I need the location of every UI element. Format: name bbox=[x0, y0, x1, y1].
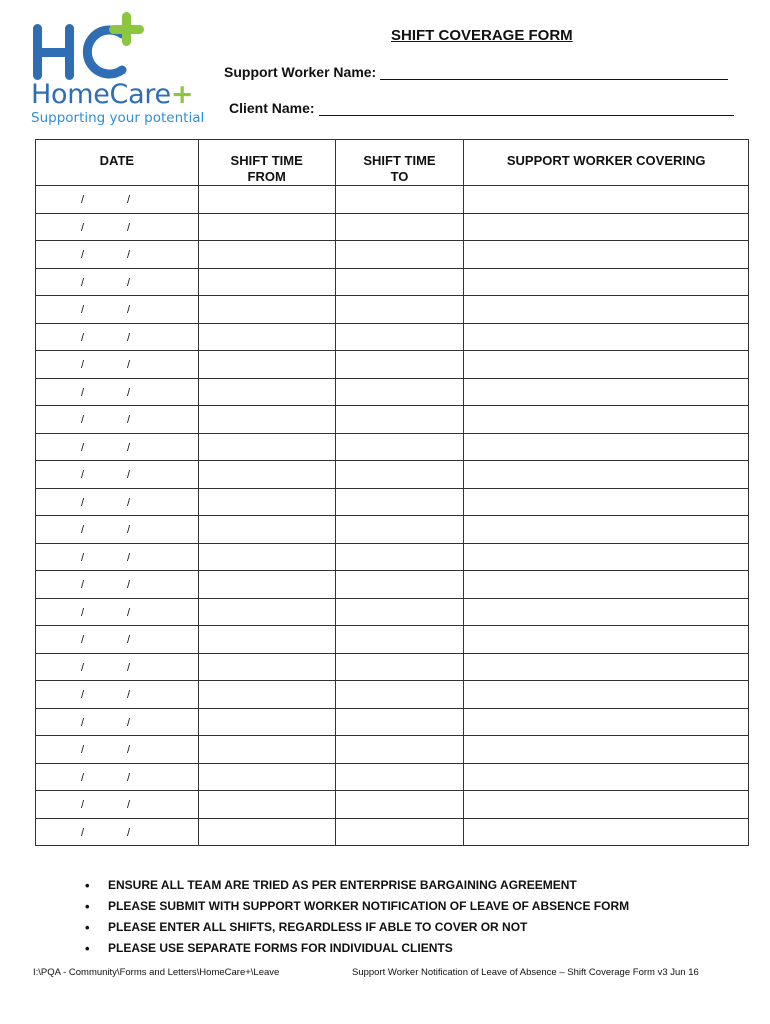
support-worker-covering-cell[interactable] bbox=[464, 708, 749, 736]
support-worker-name-field bbox=[224, 64, 728, 80]
date-cell[interactable] bbox=[36, 488, 199, 516]
date-cell[interactable] bbox=[36, 213, 199, 241]
support-worker-covering-cell[interactable] bbox=[464, 433, 749, 461]
logo-wordmark: HomeCare+ bbox=[31, 79, 194, 110]
table-row bbox=[36, 681, 749, 709]
date-cell[interactable] bbox=[36, 736, 199, 764]
client-name-field bbox=[229, 100, 734, 116]
hc-plus-logo-mark bbox=[30, 10, 215, 90]
table-row bbox=[36, 818, 749, 846]
support-worker-covering-cell[interactable] bbox=[464, 571, 749, 599]
support-worker-covering-cell[interactable] bbox=[464, 818, 749, 846]
shift-time-to-cell[interactable] bbox=[335, 406, 464, 434]
shift-time-from-cell[interactable] bbox=[198, 543, 335, 571]
shift-time-from-cell[interactable] bbox=[198, 653, 335, 681]
shift-time-from-cell[interactable] bbox=[198, 598, 335, 626]
instructions-list bbox=[85, 877, 629, 961]
support-worker-covering-cell[interactable] bbox=[464, 791, 749, 819]
support-worker-covering-cell[interactable] bbox=[464, 186, 749, 214]
date-separator: / bbox=[127, 331, 131, 344]
shift-time-from-cell[interactable] bbox=[198, 571, 335, 599]
table-row bbox=[36, 571, 749, 599]
date-cell[interactable] bbox=[36, 433, 199, 461]
table-row bbox=[36, 241, 749, 269]
shift-time-to-cell[interactable] bbox=[335, 818, 464, 846]
date-separator: / bbox=[81, 276, 85, 289]
date-separator: / bbox=[127, 304, 131, 316]
date-cell[interactable] bbox=[36, 516, 199, 544]
shift-time-from-cell[interactable] bbox=[198, 818, 335, 846]
table-row bbox=[36, 763, 749, 791]
shift-time-from-cell[interactable] bbox=[198, 763, 335, 791]
date-cell[interactable] bbox=[36, 571, 199, 599]
date-separator: / bbox=[81, 496, 85, 509]
date-separator: / bbox=[81, 194, 85, 206]
table-row bbox=[36, 626, 749, 654]
support-worker-covering-cell[interactable] bbox=[464, 681, 749, 709]
date-separator: / bbox=[127, 221, 131, 234]
date-separator: / bbox=[81, 331, 85, 344]
shift-time-to-cell[interactable] bbox=[335, 488, 464, 516]
support-worker-covering-cell[interactable] bbox=[464, 488, 749, 516]
header-shift-time-to: SHIFT TIME TO bbox=[335, 140, 464, 186]
table-row bbox=[36, 378, 749, 406]
date-separator: / bbox=[127, 799, 131, 811]
date-cell[interactable] bbox=[36, 186, 199, 214]
support-worker-covering-cell[interactable] bbox=[464, 653, 749, 681]
shift-time-from-cell[interactable] bbox=[198, 626, 335, 654]
table-row bbox=[36, 323, 749, 351]
table-row bbox=[36, 351, 749, 379]
list-item: • PLEASE ENTER ALL SHIFTS, REGARDLESS IF ABLE TO COVER OR NOT bbox=[85, 919, 629, 940]
date-separator: / bbox=[81, 386, 85, 399]
shift-time-to-cell[interactable] bbox=[335, 681, 464, 709]
date-cell[interactable] bbox=[36, 653, 199, 681]
date-separator: / bbox=[81, 826, 85, 839]
shift-time-from-cell[interactable] bbox=[198, 708, 335, 736]
date-separator: / bbox=[127, 716, 131, 729]
shift-time-to-cell[interactable] bbox=[335, 213, 464, 241]
support-worker-covering-cell[interactable] bbox=[464, 763, 749, 791]
date-separator: / bbox=[81, 469, 85, 481]
shift-time-from-cell[interactable] bbox=[198, 791, 335, 819]
shift-time-from-cell[interactable] bbox=[198, 461, 335, 489]
date-separator: / bbox=[127, 606, 131, 619]
form-title: SHIFT COVERAGE FORM bbox=[391, 27, 573, 44]
date-separator: / bbox=[127, 386, 131, 399]
date-cell[interactable] bbox=[36, 268, 199, 296]
date-cell[interactable] bbox=[36, 461, 199, 489]
header-support-worker-covering: SUPPORT WORKER COVERING bbox=[464, 140, 749, 186]
date-separator: / bbox=[81, 661, 85, 674]
shift-time-to-cell[interactable] bbox=[335, 186, 464, 214]
support-worker-covering-cell[interactable] bbox=[464, 241, 749, 269]
date-separator: / bbox=[127, 744, 131, 756]
table-row bbox=[36, 543, 749, 571]
date-separator: / bbox=[127, 689, 131, 701]
date-separator: / bbox=[81, 221, 85, 234]
shift-time-to-cell[interactable] bbox=[335, 543, 464, 571]
shift-time-to-cell[interactable] bbox=[335, 516, 464, 544]
shift-time-to-cell[interactable] bbox=[335, 378, 464, 406]
support-worker-covering-cell[interactable] bbox=[464, 461, 749, 489]
support-worker-covering-cell[interactable] bbox=[464, 213, 749, 241]
table-row bbox=[36, 598, 749, 626]
table-row bbox=[36, 708, 749, 736]
support-worker-covering-cell[interactable] bbox=[464, 516, 749, 544]
table-row bbox=[36, 268, 749, 296]
date-cell[interactable] bbox=[36, 598, 199, 626]
date-cell[interactable] bbox=[36, 351, 199, 379]
date-separator: / bbox=[127, 496, 131, 509]
date-cell[interactable] bbox=[36, 296, 199, 324]
date-separator: / bbox=[81, 579, 85, 591]
table-row bbox=[36, 653, 749, 681]
date-separator: / bbox=[127, 661, 131, 674]
shift-time-from-cell[interactable] bbox=[198, 488, 335, 516]
date-separator: / bbox=[127, 441, 131, 454]
shift-time-from-cell[interactable] bbox=[198, 736, 335, 764]
support-worker-name-label: Support Worker Name: bbox=[224, 64, 377, 80]
date-separator: / bbox=[127, 826, 131, 839]
shift-time-from-cell[interactable] bbox=[198, 351, 335, 379]
date-cell[interactable] bbox=[36, 406, 199, 434]
table-row bbox=[36, 296, 749, 324]
support-worker-covering-cell[interactable] bbox=[464, 626, 749, 654]
date-separator: / bbox=[81, 249, 85, 261]
shift-time-to-cell[interactable] bbox=[335, 791, 464, 819]
date-separator: / bbox=[81, 524, 85, 536]
date-separator: / bbox=[81, 441, 85, 454]
shift-time-to-cell[interactable] bbox=[335, 461, 464, 489]
date-separator: / bbox=[127, 276, 131, 289]
footer-file-path: I:\PQA - Community\Forms and Letters\HomeCare+\Leave bbox=[33, 967, 280, 978]
table-row bbox=[36, 461, 749, 489]
support-worker-covering-cell[interactable] bbox=[464, 378, 749, 406]
support-worker-covering-cell[interactable] bbox=[464, 406, 749, 434]
shift-time-to-cell[interactable] bbox=[335, 323, 464, 351]
table-row bbox=[36, 736, 749, 764]
support-worker-covering-cell[interactable] bbox=[464, 351, 749, 379]
shift-coverage-table bbox=[35, 139, 749, 846]
table-row bbox=[36, 433, 749, 461]
table-row bbox=[36, 791, 749, 819]
date-cell[interactable] bbox=[36, 323, 199, 351]
date-separator: / bbox=[81, 634, 85, 646]
table-row bbox=[36, 516, 749, 544]
list-item: • PLEASE SUBMIT WITH SUPPORT WORKER NOTIFICATION OF LEAVE OF ABSENCE FORM bbox=[85, 898, 629, 919]
shift-time-to-cell[interactable] bbox=[335, 626, 464, 654]
shift-time-to-cell[interactable] bbox=[335, 433, 464, 461]
date-separator: / bbox=[127, 359, 131, 371]
list-item: • PLEASE USE SEPARATE FORMS FOR INDIVIDUAL CLIENTS bbox=[85, 940, 629, 961]
shift-time-from-cell[interactable] bbox=[198, 186, 335, 214]
shift-time-to-cell[interactable] bbox=[335, 736, 464, 764]
shift-time-to-cell[interactable] bbox=[335, 296, 464, 324]
support-worker-covering-cell[interactable] bbox=[464, 268, 749, 296]
date-cell[interactable] bbox=[36, 378, 199, 406]
shift-time-to-cell[interactable] bbox=[335, 708, 464, 736]
shift-time-to-cell[interactable] bbox=[335, 653, 464, 681]
shift-time-from-cell[interactable] bbox=[198, 681, 335, 709]
shift-time-to-cell[interactable] bbox=[335, 571, 464, 599]
date-cell[interactable] bbox=[36, 681, 199, 709]
date-cell[interactable] bbox=[36, 818, 199, 846]
date-separator: / bbox=[81, 744, 85, 756]
shift-time-from-cell[interactable] bbox=[198, 213, 335, 241]
date-separator: / bbox=[127, 551, 131, 564]
date-separator: / bbox=[127, 634, 131, 646]
date-separator: / bbox=[127, 771, 131, 784]
client-name-input[interactable] bbox=[319, 101, 734, 116]
date-cell[interactable] bbox=[36, 543, 199, 571]
table-row bbox=[36, 213, 749, 241]
table-row bbox=[36, 488, 749, 516]
date-cell[interactable] bbox=[36, 708, 199, 736]
support-worker-covering-cell[interactable] bbox=[464, 296, 749, 324]
shift-time-from-cell[interactable] bbox=[198, 241, 335, 269]
date-separator: / bbox=[81, 551, 85, 564]
date-separator: / bbox=[81, 414, 85, 426]
header-shift-time-from: SHIFT TIME FROM bbox=[198, 140, 335, 186]
shift-time-from-cell[interactable] bbox=[198, 296, 335, 324]
date-separator: / bbox=[127, 194, 131, 206]
list-item: • ENSURE ALL TEAM ARE TRIED AS PER ENTERPRISE BARGAINING AGREEMENT bbox=[85, 877, 629, 898]
date-cell[interactable] bbox=[36, 763, 199, 791]
shift-time-to-cell[interactable] bbox=[335, 241, 464, 269]
date-separator: / bbox=[81, 359, 85, 371]
date-separator: / bbox=[81, 771, 85, 784]
shift-time-from-cell[interactable] bbox=[198, 516, 335, 544]
header-date: DATE bbox=[36, 140, 199, 186]
shift-time-from-cell[interactable] bbox=[198, 323, 335, 351]
shift-time-to-cell[interactable] bbox=[335, 598, 464, 626]
table-row bbox=[36, 406, 749, 434]
date-separator: / bbox=[81, 689, 85, 701]
logo-tagline: Supporting your potential bbox=[31, 110, 205, 126]
shift-time-to-cell[interactable] bbox=[335, 763, 464, 791]
shift-time-from-cell[interactable] bbox=[198, 406, 335, 434]
support-worker-covering-cell[interactable] bbox=[464, 543, 749, 571]
date-separator: / bbox=[127, 524, 131, 536]
date-separator: / bbox=[127, 469, 131, 481]
date-cell[interactable] bbox=[36, 626, 199, 654]
support-worker-covering-cell[interactable] bbox=[464, 736, 749, 764]
date-separator: / bbox=[81, 304, 85, 316]
shift-time-to-cell[interactable] bbox=[335, 351, 464, 379]
date-cell[interactable] bbox=[36, 241, 199, 269]
support-worker-name-input[interactable] bbox=[380, 65, 728, 80]
shift-time-from-cell[interactable] bbox=[198, 268, 335, 296]
date-separator: / bbox=[127, 579, 131, 591]
table-row bbox=[36, 186, 749, 214]
date-separator: / bbox=[81, 606, 85, 619]
support-worker-covering-cell[interactable] bbox=[464, 598, 749, 626]
support-worker-covering-cell[interactable] bbox=[464, 323, 749, 351]
date-separator: / bbox=[81, 799, 85, 811]
date-separator: / bbox=[81, 716, 85, 729]
shift-time-from-cell[interactable] bbox=[198, 433, 335, 461]
client-name-label: Client Name: bbox=[229, 100, 315, 116]
shift-time-from-cell[interactable] bbox=[198, 378, 335, 406]
table-header-row bbox=[36, 140, 749, 186]
shift-time-to-cell[interactable] bbox=[335, 268, 464, 296]
date-cell[interactable] bbox=[36, 791, 199, 819]
date-separator: / bbox=[127, 414, 131, 426]
footer-document-name: Support Worker Notification of Leave of Absence – Shift Coverage Form v3 Jun 16 bbox=[352, 967, 699, 978]
date-separator: / bbox=[127, 249, 131, 261]
